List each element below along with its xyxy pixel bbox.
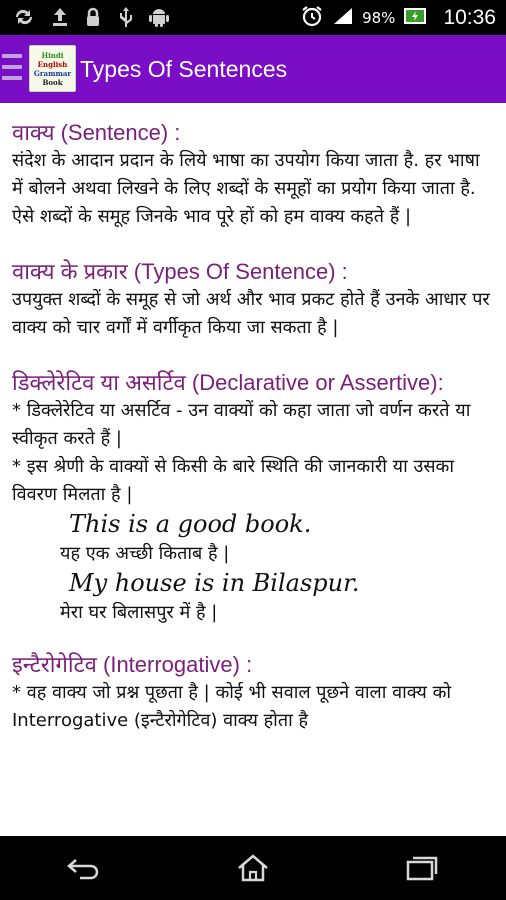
example-hindi-1: यह एक अच्छी किताब है | [60,543,230,564]
recents-icon[interactable] [392,844,452,892]
example-english-1: This is a good book. [69,510,312,538]
drawer-menu-icon[interactable] [2,54,22,84]
section-heading-declarative: डिक्लेरेटिव या असर्टिव (Declarative or Assertive): [12,370,444,395]
section-heading-interrogative: इन्टैरोगेटिव (Interrogative) : [12,652,253,677]
home-icon[interactable] [223,844,283,892]
example-english-2: My house is in Bilaspur. [69,569,360,597]
logo-line-3: Grammar [33,68,72,78]
section-body-interrogative: * वह वाक्य जो प्रश्न पूछता है | कोई भी सवाल पूछने वाला वाक्य को Interrogative (इन्टैरोगेटिव) वाक्य होता है [12,682,452,731]
alarm-icon [300,4,324,32]
back-icon[interactable] [54,844,114,892]
sync-icon [12,6,36,28]
article-content[interactable] [0,103,506,836]
section-heading-types: वाक्य के प्रकार (Types Of Sentence) : [12,259,348,284]
page-title: Types Of Sentences [80,56,288,82]
section-heading-sentence: वाक्य (Sentence) : [12,120,181,145]
logo-line-1: Hindi [41,50,64,60]
clock: 10:36 [443,5,496,29]
usb-icon [118,6,134,28]
section-body-sentence: संदेश के आदान प्रदान के लिये भाषा का उपयोग किया जाता है. हर भाषा में बोलने अथवा लिखने के लिए शब्दों के समूहों का प्रयोग किया जाता है. ऐसे शब्दों के समूह जिनके भाव पूरे हों को हम वाक्य कहते हैं | [12,150,480,227]
battery-percent: 98% [362,8,396,27]
declarative-point-1: * डिक्लेरेटिव या असर्टिव - उन वाक्यों को कहा जाता जो वर्णन करते या स्वीकृत करते हैं | [12,400,471,449]
navigation-bar [0,836,506,900]
battery-icon [403,5,429,31]
upload-icon [50,6,70,28]
signal-icon [332,6,354,30]
status-bar [0,0,506,35]
section-body-types: उपयुक्त शब्दों के समूह से जो अर्थ और भाव प्रकट होते हैं उनके आधार पर वाक्य को चार वर्गों में वर्गीकृत किया जा सकता है | [12,289,490,338]
app-logo[interactable] [29,45,76,92]
logo-line-4: Book [42,77,63,87]
android-icon [148,6,170,28]
logo-line-2: English [37,59,68,69]
declarative-point-2: * इस श्रेणी के वाक्यों से किसी के बारे स्थिति की जानकारी या उसका विवरण मिलता है | [12,456,454,505]
lock-icon [84,6,102,28]
example-hindi-2: मेरा घर बिलासपुर में है | [60,602,218,623]
app-bar [0,35,506,103]
